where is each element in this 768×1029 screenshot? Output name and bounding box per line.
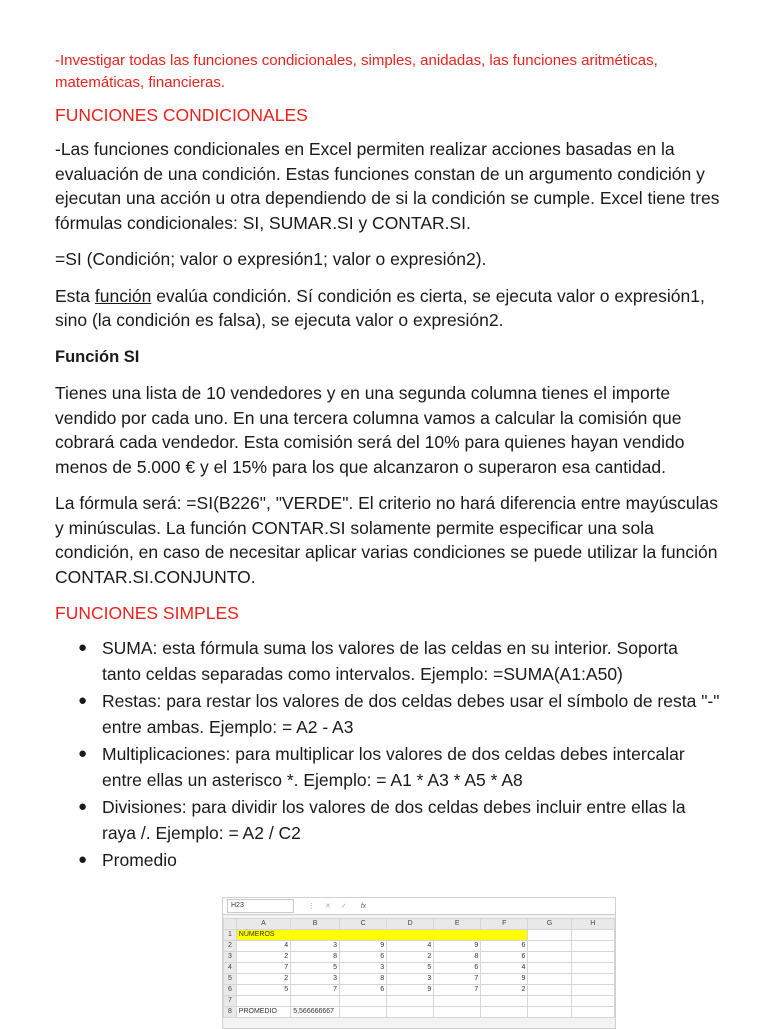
list-item bbox=[78, 741, 720, 793]
cell bbox=[571, 985, 614, 996]
cell bbox=[571, 930, 614, 941]
cell: 3 bbox=[387, 974, 434, 985]
col-header: G bbox=[528, 919, 571, 930]
col-header: F bbox=[481, 919, 528, 930]
cell bbox=[291, 996, 340, 1007]
formula-bar bbox=[223, 898, 615, 915]
cell bbox=[528, 996, 571, 1007]
bullet-icon: ● bbox=[78, 745, 88, 762]
cell bbox=[528, 985, 571, 996]
col-header: E bbox=[434, 919, 481, 930]
cell: 2 bbox=[236, 974, 290, 985]
cell: 6 bbox=[340, 952, 387, 963]
cell bbox=[571, 974, 614, 985]
subheading-funcion-si: Función SI bbox=[55, 347, 140, 366]
cell bbox=[481, 996, 528, 1007]
cell bbox=[481, 1007, 528, 1018]
table-row bbox=[224, 996, 615, 1007]
intro-text: -Investigar todas las funciones condicionales, simples, anidadas, las funciones aritméticas, matemáticas, financieras. bbox=[55, 52, 658, 91]
text-span: evalúa condición. Sí condición es cierta, se ejecuta valor o expresión1, sino (la condición es falsa), se ejecuta valor o expresión2. bbox=[55, 285, 705, 330]
heading-funciones-simples: FUNCIONES SIMPLES bbox=[55, 603, 239, 623]
list-item-text: Restas: para restar los valores de dos celdas debes usar el símbolo de resta "-" entre ambas. Ejemplo: = A2 - A3 bbox=[102, 691, 720, 737]
cell: 9 bbox=[340, 941, 387, 952]
row-number: 8 bbox=[224, 1007, 237, 1018]
corner-cell bbox=[224, 919, 237, 930]
text-span: Esta bbox=[55, 285, 95, 306]
col-header: A bbox=[236, 919, 290, 930]
cell: 6 bbox=[481, 952, 528, 963]
cell bbox=[528, 1007, 571, 1018]
cell bbox=[571, 963, 614, 974]
cell: 3 bbox=[340, 963, 387, 974]
cell: 8 bbox=[340, 974, 387, 985]
cell: 2 bbox=[481, 985, 528, 996]
cell: 3 bbox=[291, 941, 340, 952]
spreadsheet-screenshot bbox=[222, 897, 616, 1029]
cell: 2 bbox=[387, 952, 434, 963]
cell bbox=[340, 996, 387, 1007]
cell: 7 bbox=[434, 974, 481, 985]
cell bbox=[571, 952, 614, 963]
cell bbox=[528, 930, 571, 941]
bullet-icon: ● bbox=[78, 851, 88, 868]
cell bbox=[528, 974, 571, 985]
cell: 9 bbox=[481, 974, 528, 985]
cell: 6 bbox=[434, 963, 481, 974]
formula-icons: ⋮✕✓ bbox=[308, 903, 357, 910]
si-syntax: =SI (Condición; valor o expresión1; valor o expresión2). bbox=[55, 249, 487, 269]
cell bbox=[340, 1007, 387, 1018]
cell: 8 bbox=[291, 952, 340, 963]
cell: 4 bbox=[481, 963, 528, 974]
list-item bbox=[78, 635, 720, 687]
col-header: B bbox=[291, 919, 340, 930]
cell: 9 bbox=[434, 941, 481, 952]
cell bbox=[434, 996, 481, 1007]
table-row bbox=[224, 963, 615, 974]
cell bbox=[528, 963, 571, 974]
column-header-row bbox=[224, 919, 615, 930]
list-item bbox=[78, 794, 720, 846]
cell bbox=[387, 996, 434, 1007]
list-item bbox=[78, 688, 720, 740]
cell: 6 bbox=[340, 985, 387, 996]
paragraph-formula: La fórmula será: =SI(B226", "VERDE". El criterio no hará diferencia entre mayúsculas y minúsculas. La función CONTAR.SI solamente permite especificar una sola condición, en caso de necesitar aplicar varias condiciones se puede utilizar la función CONTAR.SI.CONJUNTO. bbox=[55, 493, 719, 587]
cell: 5 bbox=[387, 963, 434, 974]
cell: 5 bbox=[291, 963, 340, 974]
cell: 4 bbox=[387, 941, 434, 952]
row-number: 1 bbox=[224, 930, 237, 941]
row-number: 2 bbox=[224, 941, 237, 952]
cell bbox=[434, 1007, 481, 1018]
paragraph-condicionales-intro: -Las funciones condicionales en Excel permiten realizar acciones basadas en la evaluación de una condición. Estas funciones constan de un argumento condición y ejecutan una acción u otra dependiendo de si la condición se cumple. Excel tiene tres fórmulas condicionales: SI, SUMAR.SI y CONTAR.SI. bbox=[55, 139, 720, 233]
list-item-text: Divisiones: para dividir los valores de dos celdas debes incluir entre ellas la raya /. Ejemplo: = A2 / C2 bbox=[102, 797, 686, 843]
row-number: 7 bbox=[224, 996, 237, 1007]
cell: 7 bbox=[291, 985, 340, 996]
row-number: 6 bbox=[224, 985, 237, 996]
table-row bbox=[224, 941, 615, 952]
name-box: H23 bbox=[227, 899, 294, 913]
cell: 9 bbox=[387, 985, 434, 996]
bullet-icon: ● bbox=[78, 639, 88, 656]
simple-functions-list bbox=[55, 635, 720, 873]
document-page bbox=[55, 50, 720, 874]
cell: 8 bbox=[434, 952, 481, 963]
cell bbox=[571, 1007, 614, 1018]
cell: 3 bbox=[291, 974, 340, 985]
bullet-icon: ● bbox=[78, 798, 88, 815]
cell: 7 bbox=[236, 963, 290, 974]
list-item-text: SUMA: esta fórmula suma los valores de las celdas en su interior. Soporta tanto celdas separadas como intervalos. Ejemplo: =SUMA(A1:A50) bbox=[102, 638, 678, 684]
header-label-cell: NÚMEROS bbox=[236, 930, 528, 941]
row-number: 4 bbox=[224, 963, 237, 974]
cell: 7 bbox=[434, 985, 481, 996]
cell bbox=[387, 1007, 434, 1018]
list-item-text: Multiplicaciones: para multiplicar los valores de dos celdas debes intercalar entre ellas un asterisco *. Ejemplo: = A1 * A3 * A5 * A8 bbox=[102, 744, 685, 790]
cell bbox=[528, 941, 571, 952]
cell: 6 bbox=[481, 941, 528, 952]
table-row bbox=[224, 952, 615, 963]
col-header: D bbox=[387, 919, 434, 930]
cell bbox=[528, 952, 571, 963]
table-row bbox=[224, 985, 615, 996]
row-number: 5 bbox=[224, 974, 237, 985]
cell: 2 bbox=[236, 952, 290, 963]
fx-icon: fx bbox=[360, 902, 367, 910]
list-item-text: Promedio bbox=[102, 850, 177, 870]
cell bbox=[236, 996, 290, 1007]
list-item bbox=[78, 847, 720, 873]
bullet-icon: ● bbox=[78, 692, 88, 709]
table-row bbox=[224, 1007, 615, 1018]
col-header: C bbox=[340, 919, 387, 930]
cell bbox=[571, 941, 614, 952]
paragraph-vendedores: Tienes una lista de 10 vendedores y en una segunda columna tienes el importe vendido por cada uno. En una tercera columna vamos a calcular la comisión que cobrará cada vendedor. Esta comisión será del 10% para quienes hayan vendido menos de 5.000 € y el 15% para los que alcanzaron o superaron esa cantidad. bbox=[55, 383, 685, 477]
row-number: 3 bbox=[224, 952, 237, 963]
promedio-value: 5,566666667 bbox=[291, 1007, 340, 1018]
spreadsheet-grid bbox=[223, 918, 615, 1018]
cell: 4 bbox=[236, 941, 290, 952]
col-header: H bbox=[571, 919, 614, 930]
promedio-label: PROMEDIO bbox=[236, 1007, 290, 1018]
table-row bbox=[224, 974, 615, 985]
funcion-link[interactable]: función bbox=[94, 285, 152, 306]
paragraph-si-explanation bbox=[55, 284, 720, 333]
cell bbox=[571, 996, 614, 1007]
cell: 5 bbox=[236, 985, 290, 996]
heading-funciones-condicionales: FUNCIONES CONDICIONALES bbox=[55, 105, 308, 125]
table-row bbox=[224, 930, 615, 941]
